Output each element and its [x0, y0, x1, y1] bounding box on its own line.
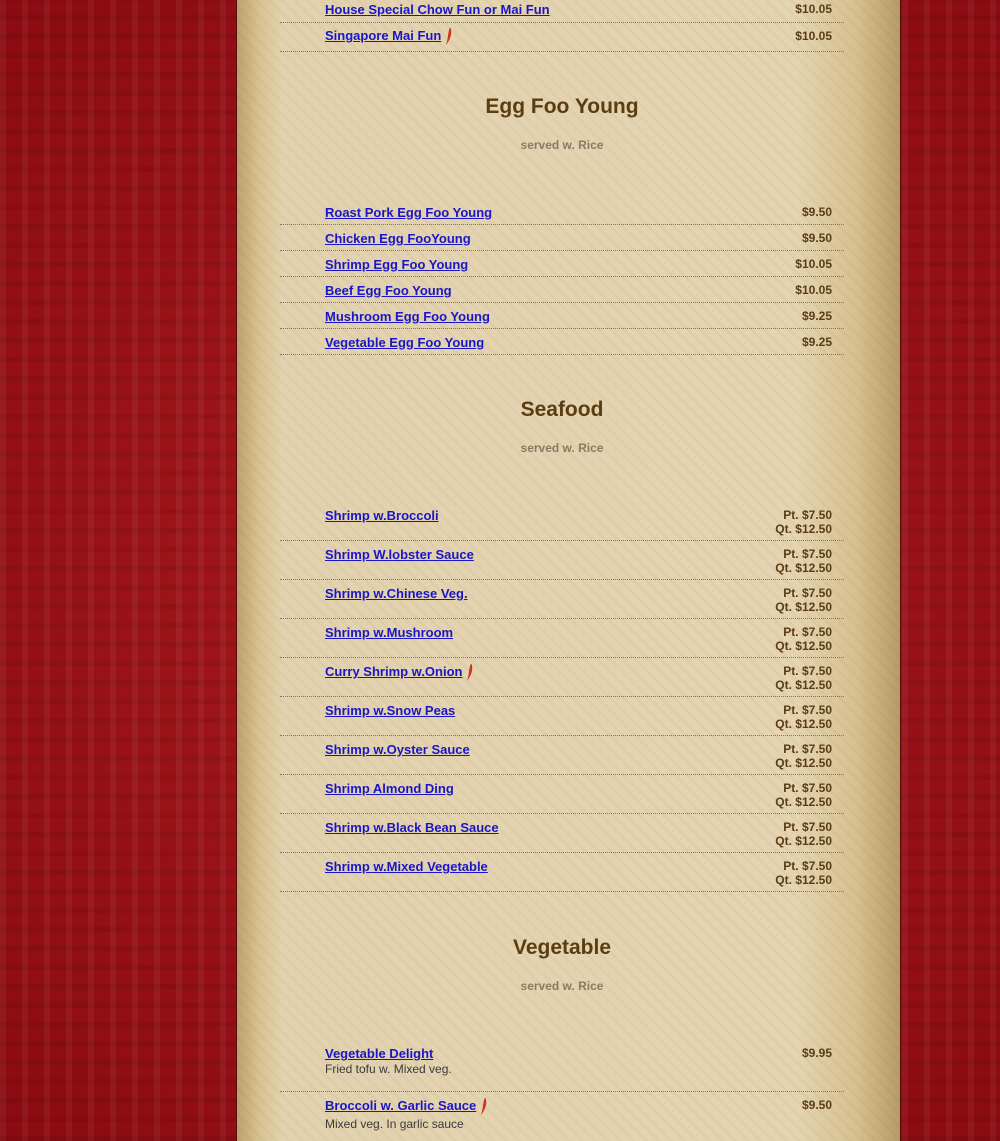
section-subtitle: served w. Rice: [520, 441, 604, 455]
menu-item-link[interactable]: Beef Egg Foo Young: [325, 283, 452, 298]
menu-item-link[interactable]: Shrimp w.Snow Peas: [325, 703, 456, 718]
menu-row: [280, 775, 844, 814]
quart-price: Qt. $12.50: [775, 756, 832, 770]
item-price: $9.50: [801, 205, 832, 219]
menu-item-link[interactable]: Shrimp w.Mixed Vegetable: [325, 859, 488, 874]
section-subtitle: served w. Rice: [520, 138, 604, 152]
menu-item-label: Curry Shrimp w.Onion: [325, 664, 463, 679]
menu-item-link[interactable]: Shrimp w.Black Bean Sauce: [325, 820, 499, 835]
menu-row: [280, 225, 844, 251]
item-price: [775, 781, 832, 809]
menu-item-link[interactable]: Roast Pork Egg Foo Young: [325, 205, 493, 220]
pint-price: Pt. $7.50: [783, 625, 832, 639]
item-price: $9.95: [801, 1046, 832, 1060]
section-subtitle: served w. Rice: [520, 979, 604, 993]
menu-row: [280, 853, 844, 892]
item-price: [775, 664, 832, 692]
menu-item-link[interactable]: [325, 664, 474, 681]
item-price: [775, 586, 832, 614]
section-title-seafood: Seafood: [520, 398, 604, 421]
vegetable-table: [280, 1040, 844, 1141]
menu-item-link[interactable]: Vegetable Delight: [325, 1046, 434, 1061]
quart-price: Qt. $12.50: [775, 873, 832, 887]
menu-row: [280, 697, 844, 736]
menu-row: [280, 814, 844, 853]
item-price: $10.05: [795, 2, 832, 16]
pint-price: Pt. $7.50: [783, 781, 832, 795]
menu-row: [280, 23, 844, 52]
menu-row: [280, 329, 844, 355]
item-price: [775, 508, 832, 536]
menu-item-link[interactable]: Shrimp w.Oyster Sauce: [325, 742, 470, 757]
item-price: $9.25: [801, 309, 832, 323]
quart-price: Qt. $12.50: [775, 561, 832, 575]
menu-item-link[interactable]: Shrimp W.lobster Sauce: [325, 547, 474, 562]
item-price: [775, 820, 832, 848]
menu-row: [280, 580, 844, 619]
menu-item-label: Broccoli w. Garlic Sauce: [325, 1098, 477, 1113]
item-price: [775, 742, 832, 770]
item-price: $9.50: [801, 231, 832, 245]
egg-foo-young-table: [280, 199, 844, 355]
item-price: $9.25: [801, 335, 832, 349]
seafood-table: [280, 502, 844, 892]
pint-price: Pt. $7.50: [783, 703, 832, 717]
section-title-vegetable: Vegetable: [512, 936, 612, 959]
menu-item-link[interactable]: Vegetable Egg Foo Young: [325, 335, 485, 350]
menu-row: [280, 736, 844, 775]
menu-item-link[interactable]: Shrimp w.Mushroom: [325, 625, 454, 640]
item-price: [775, 703, 832, 731]
menu-row: [280, 251, 844, 277]
item-price: $9.50: [801, 1098, 832, 1112]
menu-row: [280, 658, 844, 697]
menu-row: [280, 502, 844, 541]
item-price: $10.05: [795, 257, 832, 271]
quart-price: Qt. $12.50: [775, 834, 832, 848]
menu-row: [280, 541, 844, 580]
noodle-items-table: [280, 0, 844, 52]
pint-price: Pt. $7.50: [783, 859, 832, 873]
menu-item-label: Singapore Mai Fun: [325, 28, 442, 43]
menu-row: [280, 619, 844, 658]
pint-price: Pt. $7.50: [783, 664, 832, 678]
pint-price: Pt. $7.50: [783, 508, 832, 522]
item-price: $10.05: [795, 283, 832, 297]
item-price: [775, 547, 832, 575]
quart-price: Qt. $12.50: [775, 522, 832, 536]
menu-item-link[interactable]: [325, 28, 453, 45]
item-description: Fried tofu w. Mixed veg.: [325, 1062, 452, 1076]
item-price: $10.05: [795, 29, 832, 43]
pint-price: Pt. $7.50: [783, 742, 832, 756]
menu-row: [280, 0, 844, 23]
pint-price: Pt. $7.50: [783, 586, 832, 600]
menu-item-link[interactable]: Shrimp Almond Ding: [325, 781, 454, 796]
chili-pepper-icon: [480, 1098, 488, 1115]
menu-item-link[interactable]: Mushroom Egg Foo Young: [325, 309, 490, 324]
menu-item-link[interactable]: Chicken Egg FooYoung: [325, 231, 471, 246]
menu-row: [280, 277, 844, 303]
menu-item-link[interactable]: Shrimp w.Broccoli: [325, 508, 439, 523]
menu-item-link[interactable]: [325, 1098, 488, 1115]
menu-row: [280, 199, 844, 225]
quart-price: Qt. $12.50: [775, 795, 832, 809]
quart-price: Qt. $12.50: [775, 678, 832, 692]
section-title-egg-foo-young: Egg Foo Young: [485, 95, 639, 118]
pint-price: Pt. $7.50: [783, 547, 832, 561]
quart-price: Qt. $12.50: [775, 717, 832, 731]
item-price: [775, 859, 832, 887]
chili-pepper-icon: [445, 28, 453, 45]
menu-row: [280, 1092, 844, 1141]
menu-item-link[interactable]: Shrimp Egg Foo Young: [325, 257, 469, 272]
menu-row: [280, 1040, 844, 1092]
chili-pepper-icon: [466, 664, 474, 681]
item-description: Mixed veg. In garlic sauce: [325, 1117, 464, 1131]
menu-row: [280, 303, 844, 329]
menu-item-link[interactable]: Shrimp w.Chinese Veg.: [325, 586, 468, 601]
menu-item-link[interactable]: House Special Chow Fun or Mai Fun: [325, 2, 550, 17]
item-price: [775, 625, 832, 653]
quart-price: Qt. $12.50: [775, 639, 832, 653]
quart-price: Qt. $12.50: [775, 600, 832, 614]
pint-price: Pt. $7.50: [783, 820, 832, 834]
